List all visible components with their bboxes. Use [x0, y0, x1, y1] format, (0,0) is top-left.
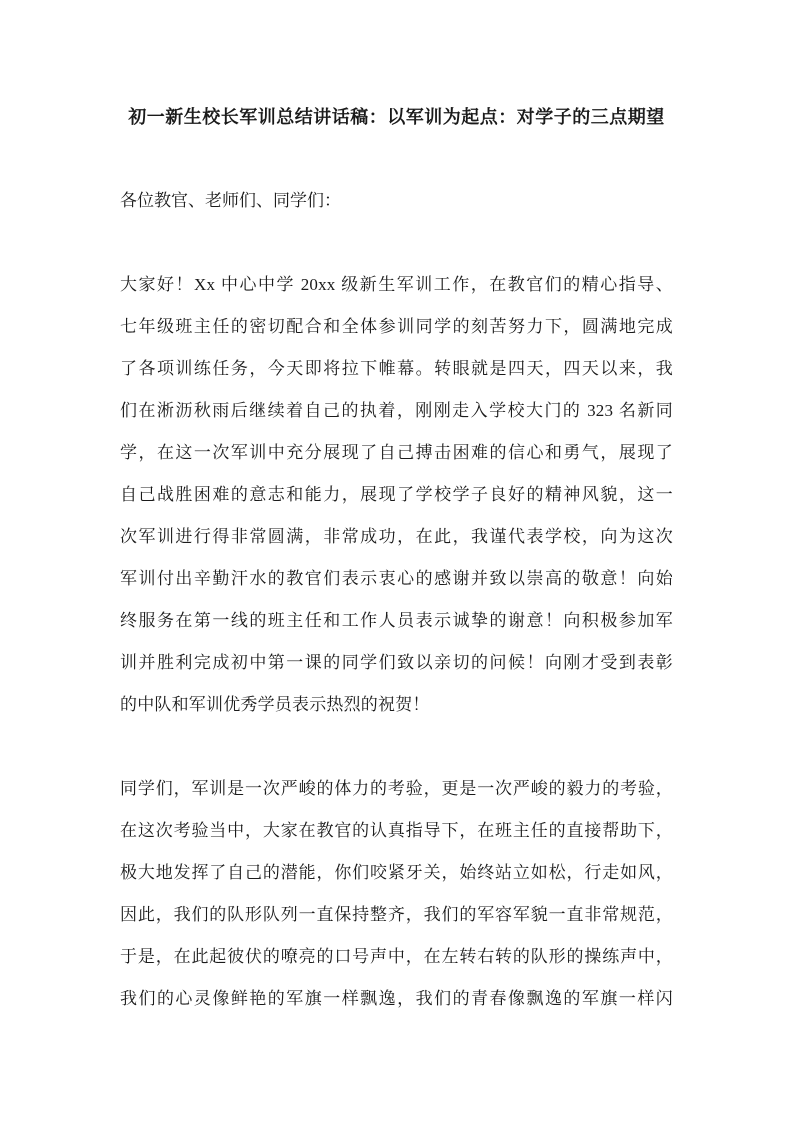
- text-line: 的中队和军训优秀学员表示热烈的祝贺！: [120, 695, 430, 714]
- salutation-line: 各位教官、老师们、同学们：: [120, 191, 341, 210]
- text-line: 们在淅沥秋雨后继续着自己的执着，刚刚走入学校大门的 323 名新同: [120, 401, 673, 420]
- text-line: 终服务在第一线的班主任和工作人员表示诚挚的谢意！向积极参加军: [120, 611, 673, 630]
- text-line: 训并胜利完成初中第一课的同学们致以亲切的问候！向刚才受到表彰: [120, 653, 673, 672]
- text-line: 七年级班主任的密切配合和全体参训同学的刻苦努力下，圆满地完成: [120, 317, 673, 336]
- text-line: 极大地发挥了自己的潜能，你们咬紧牙关，始终站立如松，行走如风，: [120, 863, 673, 882]
- text-line: 军训付出辛勤汗水的教官们表示衷心的感谢并致以崇高的敬意！向始: [120, 569, 673, 588]
- text-line: 同学们，军训是一次严峻的体力的考验，更是一次严峻的毅力的考验，: [120, 779, 673, 798]
- text-line: 因此，我们的队形队列一直保持整齐，我们的军容军貌一直非常规范，: [120, 905, 673, 924]
- text-line: 次军训进行得非常圆满，非常成功，在此，我谨代表学校，向为这次: [120, 527, 673, 546]
- text-line: 自己战胜困难的意志和能力，展现了学校学子良好的精神风貌，这一: [120, 485, 673, 504]
- text-line: 我们的心灵像鲜艳的军旗一样飘逸，我们的青春像飘逸的军旗一样闪: [120, 989, 673, 1008]
- paragraph: [120, 768, 673, 1020]
- text-line: 在这次考验当中，大家在教官的认真指导下，在班主任的直接帮助下，: [120, 821, 673, 840]
- document-title: 初一新生校长军训总结讲话稿：以军训为起点：对学子的三点期望: [128, 107, 665, 127]
- text-line: 学，在这一次军训中充分展现了自己搏击困难的信心和勇气，展现了: [120, 443, 673, 462]
- text-line: 了各项训练任务，今天即将拉下帷幕。转眼就是四天，四天以来，我: [120, 359, 673, 378]
- document-body: [120, 264, 673, 1020]
- paragraph: [120, 264, 673, 726]
- text-line: 于是，在此起彼伏的嘹亮的口号声中，在左转右转的队形的操练声中，: [120, 947, 673, 966]
- text-line: 大家好！Xx 中心中学 20xx 级新生军训工作，在教官们的精心指导、: [120, 275, 673, 294]
